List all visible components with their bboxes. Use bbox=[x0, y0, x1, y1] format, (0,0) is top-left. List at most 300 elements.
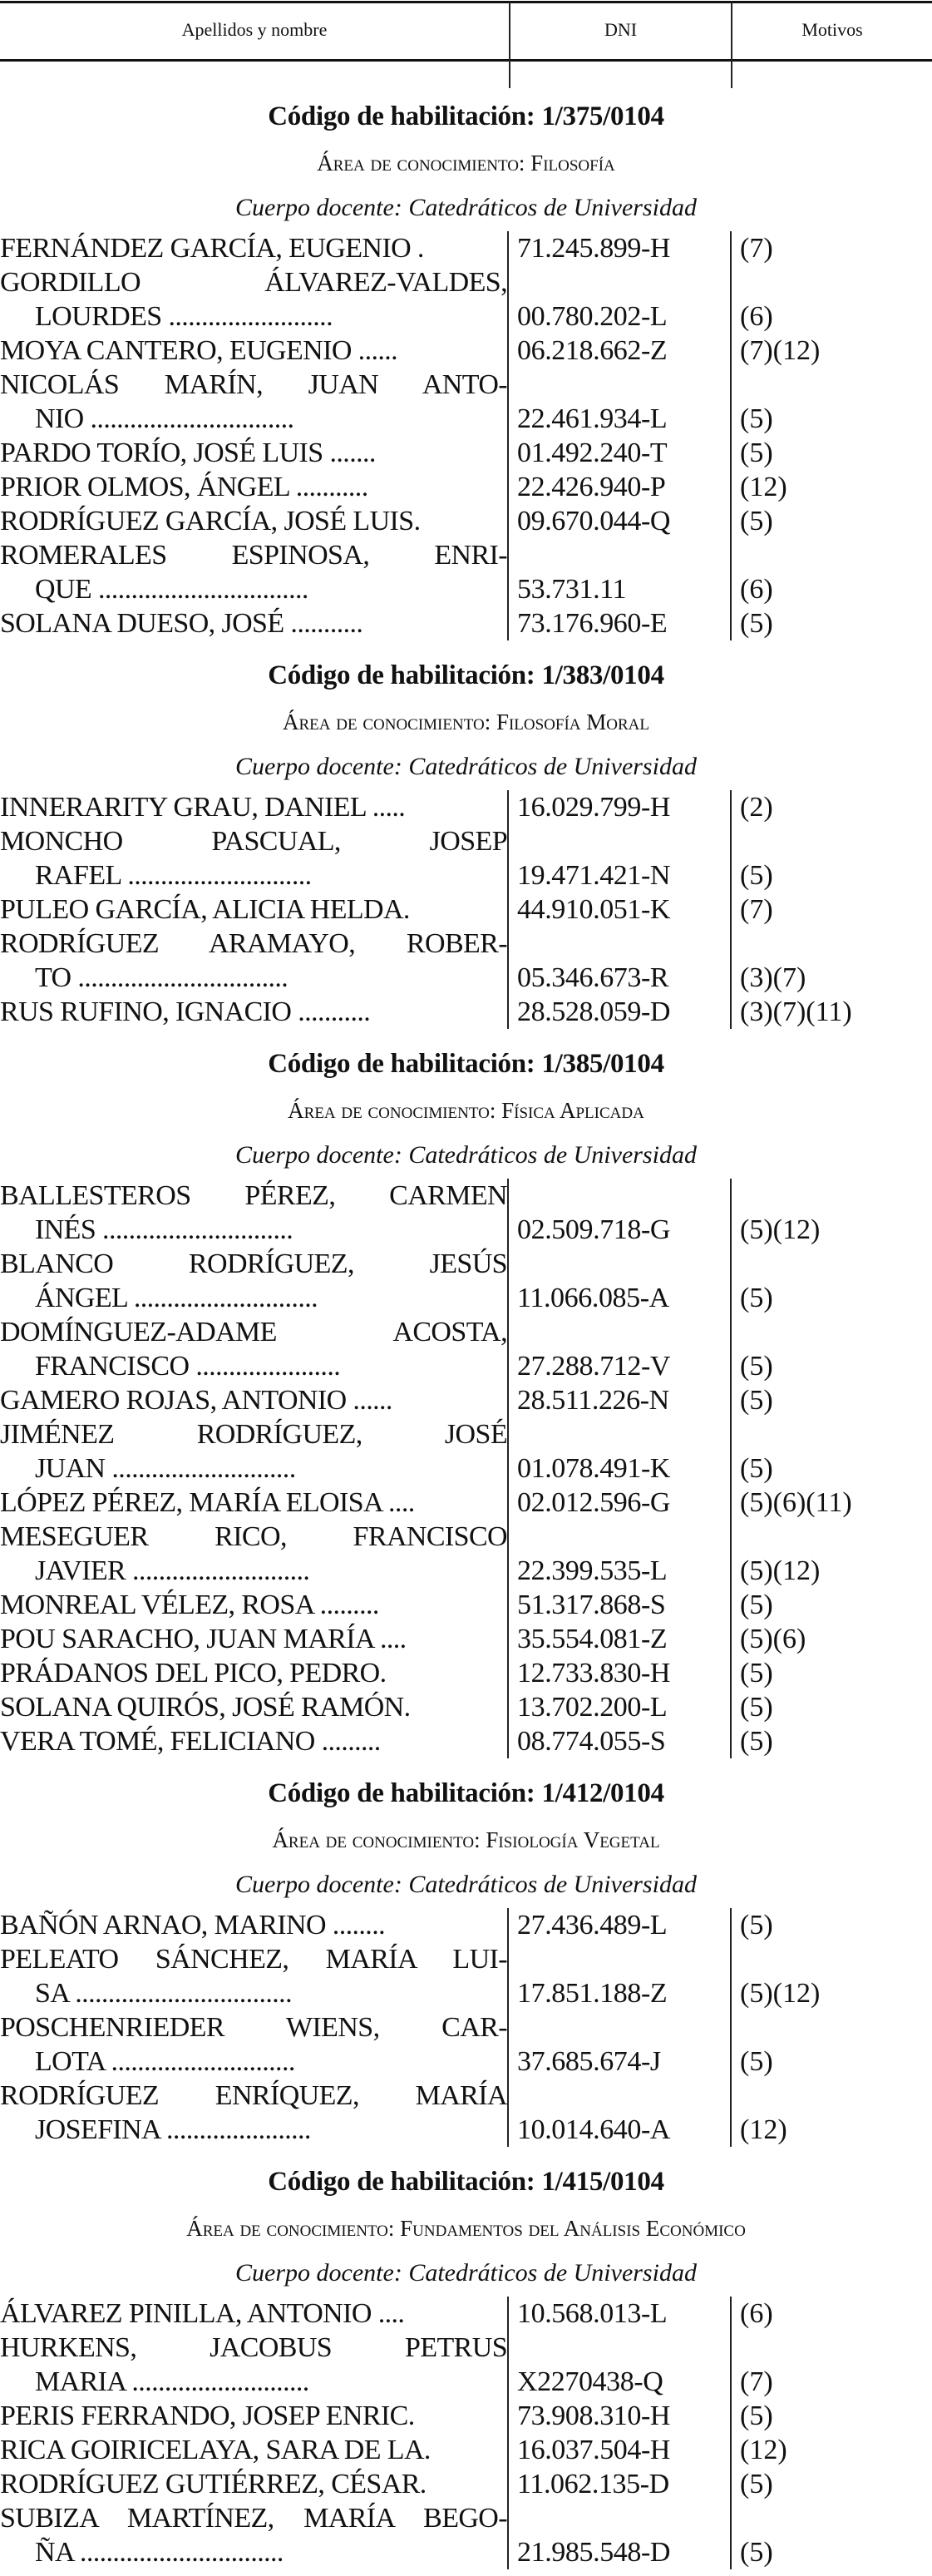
table-row bbox=[0, 927, 932, 995]
candidate-dni bbox=[509, 2399, 732, 2433]
candidate-motivos bbox=[732, 1588, 773, 1622]
motivos-value: (5) bbox=[740, 1385, 773, 1416]
candidate-name bbox=[0, 2331, 509, 2399]
table-row bbox=[0, 1908, 932, 1942]
dni-value: 28.528.059-D bbox=[517, 996, 671, 1027]
motivos-value: (5) bbox=[740, 1453, 773, 1484]
candidate-name-line: ÑA ............................... bbox=[35, 2537, 284, 2568]
area-de-conocimiento: Área de conocimiento: Fisiología Vegetal bbox=[272, 1827, 660, 1852]
candidate-motivos bbox=[732, 606, 773, 640]
candidate-motivos bbox=[732, 1315, 773, 1383]
candidate-list bbox=[0, 1908, 932, 2147]
candidate-motivos bbox=[732, 231, 773, 265]
motivos-value: (12) bbox=[740, 2114, 787, 2145]
candidate-motivos bbox=[732, 265, 773, 334]
candidate-name-line: MONCHO PASCUAL, JOSEP bbox=[0, 826, 507, 857]
candidate-name-line: RODRÍGUEZ ARAMAYO, ROBER- bbox=[0, 928, 507, 959]
candidate-motivos bbox=[732, 2433, 787, 2467]
candidate-name bbox=[0, 1383, 509, 1417]
section-header bbox=[0, 1039, 932, 1179]
dni-value: 16.029.799-H bbox=[517, 792, 671, 823]
table-row bbox=[0, 265, 932, 334]
motivos-value: (5) bbox=[740, 2469, 773, 2499]
motivos-value: (12) bbox=[740, 2435, 787, 2465]
motivos-value: (5) bbox=[740, 403, 773, 434]
motivos-value: (5) bbox=[740, 608, 773, 639]
candidate-motivos bbox=[732, 995, 852, 1029]
candidate-dni bbox=[509, 2433, 732, 2467]
motivos-value: (5) bbox=[740, 1658, 773, 1688]
column-header-name: Apellidos y nombre bbox=[181, 19, 328, 40]
candidate-name-line: MARIA ........................... bbox=[35, 2366, 309, 2397]
candidate-name bbox=[0, 1622, 509, 1656]
candidate-name-line: ÁNGEL ............................ bbox=[35, 1283, 318, 1313]
candidate-motivos bbox=[732, 927, 806, 995]
habilitacion-section bbox=[0, 2157, 932, 2576]
candidate-name-line: ROMERALES ESPINOSA, ENRI- bbox=[0, 540, 507, 571]
motivos-value: (5) bbox=[740, 1910, 773, 1941]
candidate-dni bbox=[509, 1942, 732, 2010]
column-header-motivos: Motivos bbox=[801, 19, 863, 40]
candidate-dni bbox=[509, 892, 732, 927]
motivos-value: (5) bbox=[740, 2046, 773, 2077]
candidate-dni bbox=[509, 927, 732, 995]
candidate-dni bbox=[509, 538, 732, 606]
candidate-dni bbox=[509, 231, 732, 265]
candidate-list bbox=[0, 790, 932, 1029]
candidate-dni bbox=[509, 2010, 732, 2079]
candidate-motivos bbox=[732, 1942, 820, 2010]
table-row bbox=[0, 995, 932, 1029]
motivos-value: (6) bbox=[740, 574, 773, 605]
candidate-name-line: PELEATO SÁNCHEZ, MARÍA LUI- bbox=[0, 1944, 507, 1975]
candidate-dni bbox=[509, 1315, 732, 1383]
habilitacion-section bbox=[0, 1768, 932, 2153]
candidate-name bbox=[0, 265, 509, 334]
habilitacion-code: Código de habilitación: 1/375/0104 bbox=[268, 101, 664, 131]
candidate-name bbox=[0, 1656, 509, 1690]
motivos-value: (5) bbox=[740, 1692, 773, 1723]
candidate-name bbox=[0, 927, 509, 995]
candidate-name bbox=[0, 1908, 509, 1942]
candidate-name bbox=[0, 538, 509, 606]
candidate-motivos bbox=[732, 2467, 773, 2501]
candidate-name-line: MONREAL VÉLEZ, ROSA ......... bbox=[0, 1590, 379, 1620]
dni-value: 00.780.202-L bbox=[517, 301, 668, 332]
motivos-value: (5) bbox=[740, 506, 773, 536]
habilitacion-code: Código de habilitación: 1/383/0104 bbox=[268, 660, 664, 690]
habilitacion-section bbox=[0, 91, 932, 647]
candidate-name-line: GAMERO ROJAS, ANTONIO ...... bbox=[0, 1385, 392, 1416]
table-row bbox=[0, 1724, 932, 1758]
dni-value: 06.218.662-Z bbox=[517, 335, 668, 366]
dni-value: 05.346.673-R bbox=[517, 962, 669, 993]
area-de-conocimiento: Área de conocimiento: Filosofía Moral bbox=[283, 710, 649, 734]
candidate-list bbox=[0, 231, 932, 640]
table-row bbox=[0, 2297, 932, 2331]
table-row bbox=[0, 368, 932, 436]
candidate-name bbox=[0, 2467, 509, 2501]
candidate-motivos bbox=[732, 1417, 773, 1486]
dni-value: 22.426.940-P bbox=[517, 472, 666, 502]
motivos-value: (7) bbox=[740, 894, 773, 925]
candidate-name-line: BLANCO RODRÍGUEZ, JESÚS bbox=[0, 1248, 507, 1279]
candidate-motivos bbox=[732, 1908, 773, 1942]
motivos-value: (7) bbox=[740, 2366, 773, 2397]
candidate-motivos bbox=[732, 1622, 806, 1656]
candidate-name-line: MOYA CANTERO, EUGENIO ...... bbox=[0, 335, 398, 366]
candidate-name-line: LÓPEZ PÉREZ, MARÍA ELOISA .... bbox=[0, 1487, 415, 1518]
candidate-dni bbox=[509, 436, 732, 470]
header-bottom-rule bbox=[0, 59, 932, 62]
section-header bbox=[0, 1768, 932, 1908]
candidate-dni bbox=[509, 995, 732, 1029]
candidate-name-line: POU SARACHO, JUAN MARÍA .... bbox=[0, 1624, 407, 1654]
candidate-motivos bbox=[732, 1724, 773, 1758]
table-row bbox=[0, 538, 932, 606]
candidate-name bbox=[0, 368, 509, 436]
candidate-name bbox=[0, 470, 509, 504]
candidate-name-line: RICA GOIRICELAYA, SARA DE LA. bbox=[0, 2435, 431, 2465]
candidate-name-line: HURKENS, JACOBUS PETRUS bbox=[0, 2332, 507, 2363]
candidate-name-line: VERA TOMÉ, FELICIANO ......... bbox=[0, 1726, 381, 1757]
habilitacion-code: Código de habilitación: 1/412/0104 bbox=[268, 1778, 664, 1808]
candidate-dni bbox=[509, 606, 732, 640]
section-spacer bbox=[0, 2147, 932, 2153]
candidate-motivos bbox=[732, 504, 773, 538]
dni-value: 10.568.013-L bbox=[517, 2298, 668, 2329]
candidate-name bbox=[0, 1520, 509, 1588]
candidate-name-line: BALLESTEROS PÉREZ, CARMEN bbox=[0, 1180, 507, 1211]
dni-value: 27.288.712-V bbox=[517, 1351, 671, 1382]
candidate-list bbox=[0, 2297, 932, 2569]
area-de-conocimiento: Área de conocimiento: Fundamentos del Análisis Económico bbox=[186, 2216, 746, 2241]
candidate-name bbox=[0, 2010, 509, 2079]
table-row bbox=[0, 1690, 932, 1724]
table-row bbox=[0, 1520, 932, 1588]
candidate-name-line: TO ................................ bbox=[35, 962, 288, 993]
cuerpo-docente: Cuerpo docente: Catedráticos de Universidad bbox=[235, 753, 697, 780]
table-row bbox=[0, 892, 932, 927]
motivos-value: (5) bbox=[740, 1283, 773, 1313]
candidate-motivos bbox=[732, 436, 773, 470]
candidate-name bbox=[0, 1724, 509, 1758]
candidate-name-line: JAVIER ........................... bbox=[35, 1555, 310, 1586]
candidate-name-line: RODRÍGUEZ ENRÍQUEZ, MARÍA bbox=[0, 2080, 507, 2111]
motivos-value: (5)(6)(11) bbox=[740, 1487, 852, 1518]
candidate-dni bbox=[509, 504, 732, 538]
table-header bbox=[0, 0, 932, 88]
cuerpo-docente: Cuerpo docente: Catedráticos de Universidad bbox=[235, 194, 697, 221]
candidate-name-line: MESEGUER RICO, FRANCISCO bbox=[0, 1521, 507, 1552]
candidate-name bbox=[0, 2399, 509, 2433]
candidate-dni bbox=[509, 1486, 732, 1520]
dni-value: 51.317.868-S bbox=[517, 1590, 666, 1620]
table-row bbox=[0, 2079, 932, 2147]
candidate-dni bbox=[509, 1247, 732, 1315]
table-row bbox=[0, 1179, 932, 1247]
sections-container bbox=[0, 91, 932, 2576]
candidate-name-line: LOTA ............................ bbox=[35, 2046, 295, 2077]
table-row bbox=[0, 1622, 932, 1656]
candidate-motivos bbox=[732, 2331, 773, 2399]
candidate-name-line: JOSEFINA ...................... bbox=[35, 2114, 311, 2145]
dni-value: 16.037.504-H bbox=[517, 2435, 671, 2465]
candidate-name-line: NICOLÁS MARÍN, JUAN ANTO- bbox=[0, 369, 507, 400]
candidate-name-line: SOLANA DUESO, JOSÉ ........... bbox=[0, 608, 363, 639]
table-row bbox=[0, 1247, 932, 1315]
motivos-value: (5) bbox=[740, 2400, 773, 2431]
motivos-value: (3)(7)(11) bbox=[740, 996, 852, 1027]
candidate-motivos bbox=[732, 1656, 773, 1690]
candidate-name bbox=[0, 231, 509, 265]
dni-value: 12.733.830-H bbox=[517, 1658, 671, 1688]
dni-value: 11.062.135-D bbox=[517, 2469, 669, 2499]
table-row bbox=[0, 436, 932, 470]
section-spacer bbox=[0, 1029, 932, 1036]
cuerpo-docente: Cuerpo docente: Catedráticos de Universidad bbox=[235, 2259, 697, 2287]
cuerpo-docente: Cuerpo docente: Catedráticos de Universidad bbox=[235, 1871, 697, 1898]
dni-value: 01.078.491-K bbox=[517, 1453, 671, 1484]
table-row bbox=[0, 2433, 932, 2467]
candidate-dni bbox=[509, 368, 732, 436]
section-header bbox=[0, 91, 932, 231]
candidate-name bbox=[0, 2297, 509, 2331]
candidate-dni bbox=[509, 824, 732, 892]
table-row bbox=[0, 1656, 932, 1690]
dni-value: X2270438-Q bbox=[517, 2366, 663, 2397]
candidate-motivos bbox=[732, 1179, 820, 1247]
motivos-value: (5) bbox=[740, 2537, 773, 2568]
table-row bbox=[0, 1383, 932, 1417]
candidate-name-line: PERIS FERRANDO, JOSEP ENRIC. bbox=[0, 2400, 415, 2431]
dni-value: 73.176.960-E bbox=[517, 608, 668, 639]
dni-value: 21.985.548-D bbox=[517, 2537, 671, 2568]
column-header-dni: DNI bbox=[604, 19, 638, 40]
candidate-motivos bbox=[732, 2501, 773, 2569]
habilitacion-section bbox=[0, 650, 932, 1036]
candidate-dni bbox=[509, 2331, 732, 2399]
dni-value: 02.509.718-G bbox=[517, 1214, 671, 1245]
candidate-motivos bbox=[732, 2297, 773, 2331]
motivos-value: (5)(12) bbox=[740, 1978, 821, 2009]
dni-value: 17.851.188-Z bbox=[517, 1978, 668, 2009]
dni-value: 02.012.596-G bbox=[517, 1487, 671, 1518]
candidate-name-line: PRÁDANOS DEL PICO, PEDRO. bbox=[0, 1658, 387, 1688]
candidate-motivos bbox=[732, 790, 773, 824]
candidate-name bbox=[0, 334, 509, 368]
candidate-name bbox=[0, 2501, 509, 2569]
table-row bbox=[0, 824, 932, 892]
candidate-name bbox=[0, 2433, 509, 2467]
dni-value: 22.399.535-L bbox=[517, 1555, 668, 1586]
table-row bbox=[0, 2467, 932, 2501]
candidate-name bbox=[0, 1588, 509, 1622]
candidate-dni bbox=[509, 1179, 732, 1247]
candidate-name bbox=[0, 824, 509, 892]
candidate-name-line: BAÑÓN ARNAO, MARINO ........ bbox=[0, 1910, 386, 1941]
candidate-dni bbox=[509, 1383, 732, 1417]
candidate-name-line: SA ................................. bbox=[35, 1978, 292, 2009]
table-row bbox=[0, 1315, 932, 1383]
section-header bbox=[0, 650, 932, 790]
motivos-value: (5) bbox=[740, 1726, 773, 1757]
dni-value: 28.511.226-N bbox=[517, 1385, 669, 1416]
habilitacion-section bbox=[0, 1039, 932, 1765]
candidate-name-line: PRIOR OLMOS, ÁNGEL ........... bbox=[0, 472, 368, 502]
motivos-value: (5) bbox=[740, 1351, 773, 1382]
motivos-value: (7) bbox=[740, 233, 773, 264]
candidate-name-line: FRANCISCO ...................... bbox=[35, 1351, 341, 1382]
motivos-value: (3)(7) bbox=[740, 962, 806, 993]
candidate-name-line: QUE ................................ bbox=[35, 574, 308, 605]
candidate-name bbox=[0, 1690, 509, 1724]
candidate-list bbox=[0, 1179, 932, 1758]
candidate-motivos bbox=[732, 2010, 773, 2079]
table-row bbox=[0, 334, 932, 368]
candidate-motivos bbox=[732, 470, 787, 504]
section-header bbox=[0, 2157, 932, 2297]
section-spacer bbox=[0, 2569, 932, 2576]
candidate-motivos bbox=[732, 368, 773, 436]
dni-value: 71.245.899-H bbox=[517, 233, 671, 264]
motivos-value: (5) bbox=[740, 860, 773, 891]
table-row bbox=[0, 504, 932, 538]
dni-value: 13.702.200-L bbox=[517, 1692, 668, 1723]
motivos-value: (2) bbox=[740, 792, 773, 823]
candidate-name bbox=[0, 1417, 509, 1486]
candidate-dni bbox=[509, 1588, 732, 1622]
candidate-name-line: RAFEL ............................ bbox=[35, 860, 312, 891]
candidate-name-line: SOLANA QUIRÓS, JOSÉ RAMÓN. bbox=[0, 1692, 411, 1723]
candidate-motivos bbox=[732, 1690, 773, 1724]
candidate-dni bbox=[509, 2079, 732, 2147]
candidate-name-line: NIO ............................... bbox=[35, 403, 294, 434]
candidate-dni bbox=[509, 1908, 732, 1942]
dni-value: 01.492.240-T bbox=[517, 438, 668, 468]
table-row bbox=[0, 1588, 932, 1622]
dni-value: 08.774.055-S bbox=[517, 1726, 666, 1757]
candidate-name-line: JIMÉNEZ RODRÍGUEZ, JOSÉ bbox=[0, 1419, 507, 1450]
dni-value: 44.910.051-K bbox=[517, 894, 671, 925]
candidate-dni bbox=[509, 470, 732, 504]
candidate-name-line: JUAN ............................ bbox=[35, 1453, 296, 1484]
candidate-name bbox=[0, 606, 509, 640]
table-row bbox=[0, 606, 932, 640]
candidate-name bbox=[0, 2079, 509, 2147]
candidate-dni bbox=[509, 1417, 732, 1486]
area-de-conocimiento: Área de conocimiento: Filosofía bbox=[317, 151, 615, 176]
candidate-motivos bbox=[732, 1486, 852, 1520]
candidate-name bbox=[0, 1942, 509, 2010]
candidate-name bbox=[0, 1247, 509, 1315]
table-row bbox=[0, 231, 932, 265]
dni-value: 53.731.11 bbox=[517, 574, 627, 605]
section-spacer bbox=[0, 1758, 932, 1765]
candidate-name-line: RUS RUFINO, IGNACIO ........... bbox=[0, 996, 371, 1027]
motivos-value: (5) bbox=[740, 438, 773, 468]
candidate-motivos bbox=[732, 538, 773, 606]
candidate-dni bbox=[509, 1724, 732, 1758]
table-row bbox=[0, 1417, 932, 1486]
motivos-value: (5)(12) bbox=[740, 1214, 821, 1245]
candidate-name-line: FERNÁNDEZ GARCÍA, EUGENIO . bbox=[0, 233, 424, 264]
column-divider bbox=[509, 2, 510, 88]
candidate-dni bbox=[509, 1690, 732, 1724]
table-row bbox=[0, 1486, 932, 1520]
candidate-name bbox=[0, 790, 509, 824]
dni-value: 19.471.421-N bbox=[517, 860, 671, 891]
candidate-name bbox=[0, 1179, 509, 1247]
table-row bbox=[0, 2399, 932, 2433]
candidate-name-line: ÁLVAREZ PINILLA, ANTONIO .... bbox=[0, 2298, 405, 2329]
candidate-dni bbox=[509, 2297, 732, 2331]
candidate-dni bbox=[509, 2467, 732, 2501]
motivos-value: (5) bbox=[740, 1590, 773, 1620]
candidate-name-line: INÉS ............................. bbox=[35, 1214, 293, 1245]
candidate-motivos bbox=[732, 824, 773, 892]
candidate-motivos bbox=[732, 2079, 787, 2147]
dni-value: 11.066.085-A bbox=[517, 1283, 669, 1313]
candidate-name-line: SUBIZA MARTÍNEZ, MARÍA BEGO- bbox=[0, 2503, 507, 2534]
dni-value: 22.461.934-L bbox=[517, 403, 668, 434]
table-row bbox=[0, 2331, 932, 2399]
candidate-dni bbox=[509, 265, 732, 334]
candidate-motivos bbox=[732, 334, 820, 368]
candidate-motivos bbox=[732, 1247, 773, 1315]
candidate-name-line: GORDILLO ÁLVAREZ-VALDES, bbox=[0, 267, 507, 298]
motivos-value: (6) bbox=[740, 2298, 773, 2329]
cuerpo-docente: Cuerpo docente: Catedráticos de Universidad bbox=[235, 1141, 697, 1169]
candidate-name-line: RODRÍGUEZ GARCÍA, JOSÉ LUIS. bbox=[0, 506, 421, 536]
candidate-name bbox=[0, 892, 509, 927]
area-de-conocimiento: Área de conocimiento: Física Aplicada bbox=[288, 1098, 644, 1123]
candidate-name-line: RODRÍGUEZ GUTIÉRREZ, CÉSAR. bbox=[0, 2469, 427, 2499]
candidate-name bbox=[0, 995, 509, 1029]
candidate-name bbox=[0, 504, 509, 538]
candidate-name bbox=[0, 1486, 509, 1520]
table-row bbox=[0, 1942, 932, 2010]
motivos-value: (7)(12) bbox=[740, 335, 821, 366]
dni-value: 35.554.081-Z bbox=[517, 1624, 668, 1654]
candidate-motivos bbox=[732, 2399, 773, 2433]
dni-value: 09.670.044-Q bbox=[517, 506, 671, 536]
motivos-value: (5)(6) bbox=[740, 1624, 806, 1654]
candidate-dni bbox=[509, 334, 732, 368]
table-row bbox=[0, 470, 932, 504]
candidate-dni bbox=[509, 2501, 732, 2569]
candidate-name-line: PARDO TORÍO, JOSÉ LUIS ....... bbox=[0, 438, 376, 468]
table-row bbox=[0, 790, 932, 824]
candidate-name-line: POSCHENRIEDER WIENS, CAR- bbox=[0, 2012, 507, 2043]
candidate-motivos bbox=[732, 1520, 820, 1588]
section-spacer bbox=[0, 640, 932, 647]
candidate-name bbox=[0, 436, 509, 470]
candidate-dni bbox=[509, 1520, 732, 1588]
motivos-value: (12) bbox=[740, 472, 787, 502]
motivos-value: (5)(12) bbox=[740, 1555, 821, 1586]
candidate-motivos bbox=[732, 892, 773, 927]
table-row bbox=[0, 2501, 932, 2569]
candidate-name-line: INNERARITY GRAU, DANIEL ..... bbox=[0, 792, 406, 823]
dni-value: 73.908.310-H bbox=[517, 2400, 671, 2431]
candidate-dni bbox=[509, 790, 732, 824]
habilitacion-code: Código de habilitación: 1/415/0104 bbox=[268, 2167, 664, 2197]
motivos-value: (6) bbox=[740, 301, 773, 332]
candidate-motivos bbox=[732, 1383, 773, 1417]
candidate-name-line: LOURDES ......................... bbox=[35, 301, 333, 332]
candidate-name-line: DOMÍNGUEZ-ADAME ACOSTA, bbox=[0, 1317, 507, 1347]
